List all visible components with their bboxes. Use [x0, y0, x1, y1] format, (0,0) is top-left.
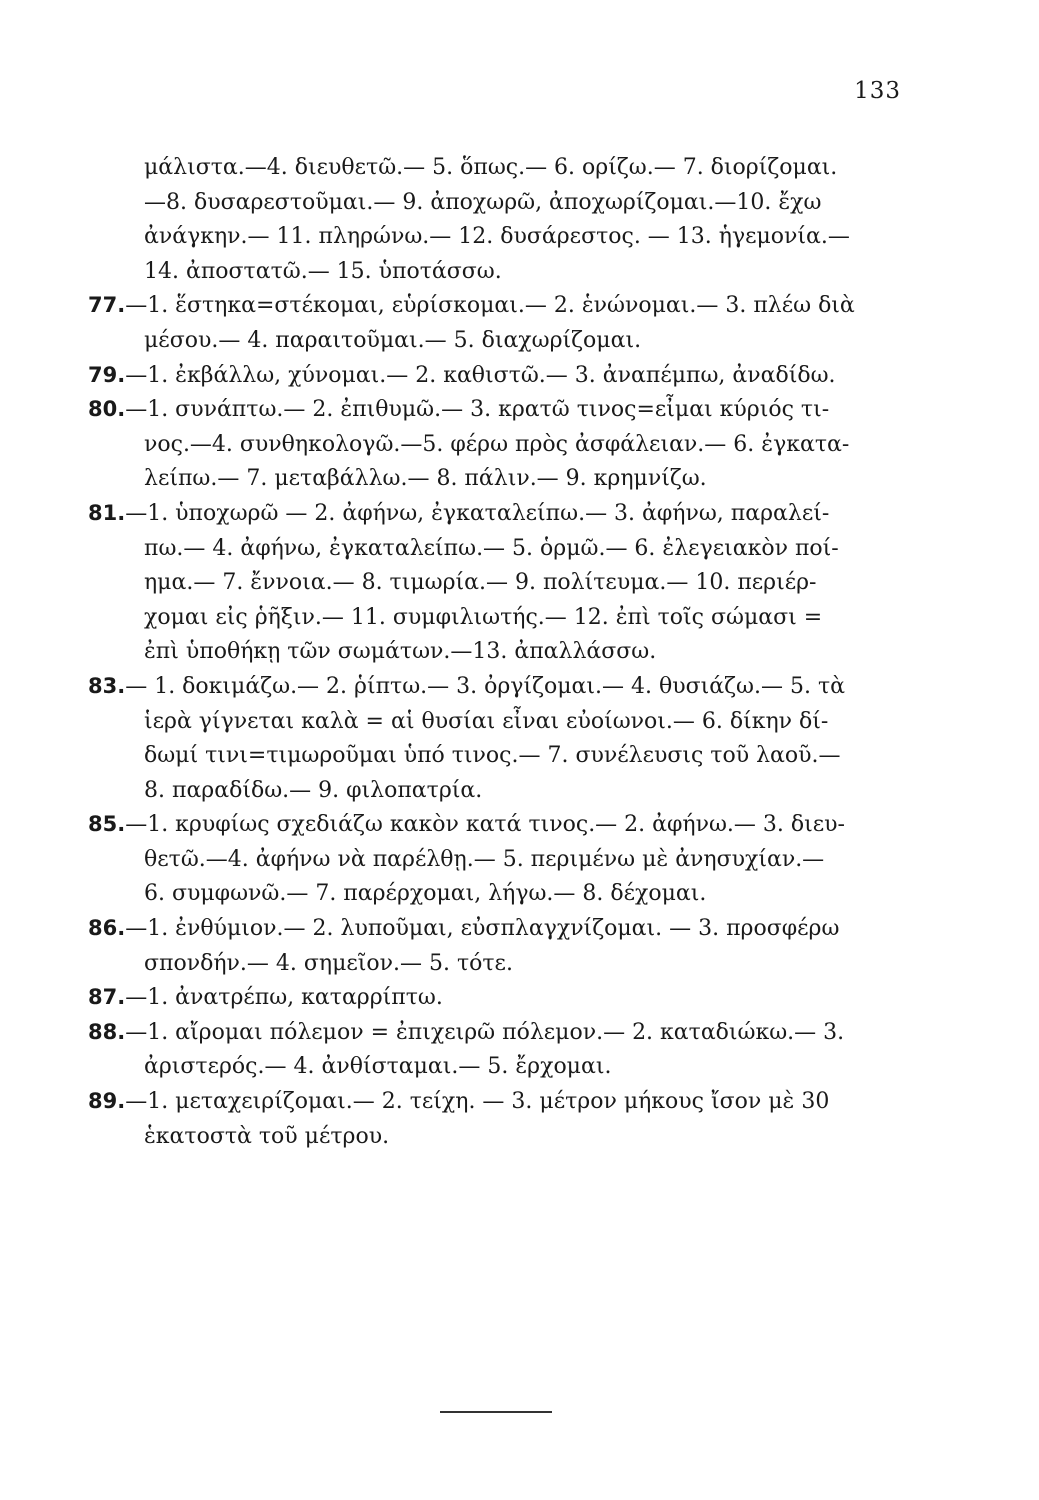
text-line [88, 842, 933, 877]
line-text: πω.— 4. ἀφήνω, ἐγκαταλείπω.— 5. ὁρμῶ.— 6. ἐλεγειακὸν ποί- [144, 535, 839, 561]
section-divider [440, 1411, 552, 1413]
entry-number: 81. [88, 500, 126, 525]
line-text: —1. ὑποχωρῶ — 2. ἀφήνω, ἐγκαταλείπω.— 3. ἀφήνω, παραλεί- [125, 500, 830, 526]
line-text: θετῶ.—4. ἀφήνω νὰ παρέλθῃ.— 5. περιμένω μὲ ἀνησυχίαν.— [144, 846, 825, 872]
text-line [88, 531, 933, 566]
text-line [88, 600, 933, 635]
text-line [88, 738, 933, 773]
entry-number: 83. [88, 673, 126, 698]
entry-number: 79. [88, 362, 126, 387]
text-line [88, 704, 933, 739]
entry-number: 77. [88, 293, 126, 318]
text-line [88, 392, 933, 427]
line-text: —1. ἐνθύμιον.— 2. λυποῦμαι, εὐσπλαγχνίζομαι. — 3. προσφέρω [125, 916, 840, 942]
text-line [88, 565, 933, 600]
text-line [88, 358, 933, 393]
entry-number: 87. [88, 985, 126, 1010]
line-text: 8. παραδίδω.— 9. φιλοπατρία. [144, 777, 483, 803]
line-text: —1. ἀνατρέπω, καταρρίπτω. [125, 985, 443, 1011]
text-line [88, 427, 933, 462]
entry-number: 88. [88, 1019, 126, 1044]
text-line [88, 150, 933, 185]
entry-number: 85. [88, 812, 126, 837]
line-text: 6. συμφωνῶ.— 7. παρέρχομαι, λήγω.— 8. δέχομαι. [144, 881, 707, 907]
text-line [88, 254, 933, 289]
text-line [88, 1084, 933, 1119]
text-line [88, 911, 933, 946]
line-text: μέσου.— 4. παραιτοῦμαι.— 5. διαχωρίζομαι. [144, 327, 642, 353]
text-line [88, 773, 933, 808]
line-text: σπονδήν.— 4. σημεῖον.— 5. τότε. [144, 950, 513, 976]
entry-number: 80. [88, 397, 126, 422]
line-text: —1. συνάπτω.— 2. ἐπιθυμῶ.— 3. κρατῶ τινος=εἶμαι κύριός τι- [125, 397, 830, 423]
text-line [88, 634, 933, 669]
line-text: 14. ἀποστατῶ.— 15. ὑποτάσσω. [144, 258, 502, 284]
text-line [88, 323, 933, 358]
text-line [88, 807, 933, 842]
text-line [88, 461, 933, 496]
line-text: —1. ἕστηκα=στέκομαι, εὑρίσκομαι.— 2. ἑνώνομαι.— 3. πλέω διὰ [125, 293, 855, 319]
entry-number: 86. [88, 916, 126, 941]
line-text: δωμί τινι=τιμωροῦμαι ὑπό τινος.— 7. συνέλευσις τοῦ λαοῦ.— [144, 743, 841, 769]
line-text: — 1. δοκιμάζω.— 2. ῥίπτω.— 3. ὀργίζομαι.— 4. θυσιάζω.— 5. τὰ [125, 673, 845, 699]
line-text: χομαι εἰς ῥῆξιν.— 11. συμφιλιωτής.— 12. ἐπὶ τοῖς σώμασι = [144, 604, 823, 630]
entry-number: 89. [88, 1089, 126, 1114]
text-line [88, 980, 933, 1015]
line-text: ἑκατοστὰ τοῦ μέτρου. [144, 1123, 390, 1149]
line-text: λείπω.— 7. μεταβάλλω.— 8. πάλιν.— 9. κρημνίζω. [144, 466, 707, 492]
line-text: —1. αἴρομαι πόλεμον = ἐπιχειρῶ πόλεμον.— 2. καταδιώκω.— 3. [125, 1019, 845, 1045]
line-text: ἀριστερός.— 4. ἀνθίσταμαι.— 5. ἔρχομαι. [144, 1054, 612, 1080]
line-text: μάλιστα.—4. διευθετῶ.— 5. ὅπως.— 6. ορίζω.— 7. διορίζομαι. [144, 155, 838, 180]
text-line [88, 219, 933, 254]
text-line [88, 1119, 933, 1154]
text-line [88, 288, 933, 323]
line-text: ἐπὶ ὑποθήκῃ τῶν σωμάτων.—13. ἀπαλλάσσω. [144, 639, 657, 665]
text-line [88, 1049, 933, 1084]
text-line [88, 1015, 933, 1050]
text-line [88, 669, 933, 704]
line-text: ἀνάγκην.— 11. πληρώνω.— 12. δυσάρεστος. — 13. ἡγεμονία.— [144, 224, 850, 250]
page-text [88, 150, 933, 1153]
line-text: ημα.— 7. ἔννοια.— 8. τιμωρία.— 9. πολίτευμα.— 10. περιέρ- [144, 570, 817, 596]
page-number: 133 [854, 78, 901, 104]
text-line [88, 946, 933, 981]
line-text: —1. κρυφίως σχεδιάζω κακὸν κατά τινος.— 2. ἀφήνω.— 3. διευ- [125, 812, 845, 838]
line-text: νος.—4. συνθηκολογῶ.—5. φέρω πρὸς ἀσφάλειαν.— 6. ἐγκατα- [144, 431, 850, 457]
line-text: —1. ἐκβάλλω, χύνομαι.— 2. καθιστῶ.— 3. ἀναπέμπω, ἀναδίδω. [125, 362, 836, 388]
text-line [88, 876, 933, 911]
line-text: —8. δυσαρεστοῦμαι.— 9. ἀποχωρῶ, ἀποχωρίζομαι.—10. ἔχω [144, 189, 822, 215]
text-line [88, 185, 933, 220]
line-text: —1. μεταχειρίζομαι.— 2. τείχη. — 3. μέτρον μήκους ἴσον μὲ 30 [125, 1089, 830, 1115]
text-line [88, 496, 933, 531]
line-text: ἱερὰ γίγνεται καλὰ = αἱ θυσίαι εἶναι εὐοίωνοι.— 6. δίκην δί- [144, 708, 829, 734]
